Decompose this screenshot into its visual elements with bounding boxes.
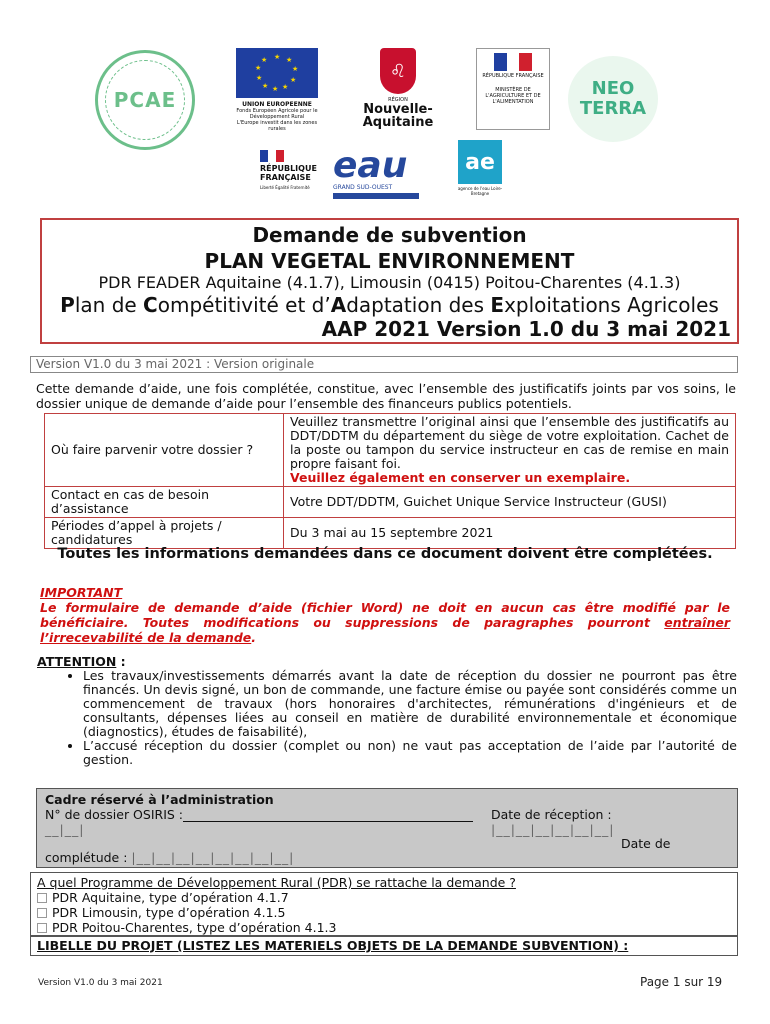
nouvelle-aquitaine-logo — [362, 48, 434, 129]
list-item: • Les travaux/investissements démarrés avant la date de réception du dossier ne pourront pas être financés. Un devis signé, un bon de commande, une facture émise ou payée sont considérés comme un commencement de travaux (hors honoraires d'architectes, rémunérations d'ingénieurs et de consultants, dépenses liées au conseil en matière de durabilité environnementale et économique (diagnostics), études de faisabilité), — [83, 669, 737, 739]
eau-logo-sub: GRAND SUD-OUEST — [333, 184, 393, 191]
title-line3: PDR FEADER Aquitaine (4.1.7), Limousin (0415) Poitou-Charentes (4.1.3) — [98, 273, 681, 292]
neo-line1: NEO — [591, 78, 635, 99]
osiris-field[interactable]: N° de dossier OSIRIS : — [45, 807, 473, 822]
contact-value: Votre DDT/DDTM, Guichet Unique Service Instructeur (GUSI) — [284, 487, 736, 518]
programme-question: A quel Programme de Développement Rural (PDR) se rattache la demande ? — [37, 875, 516, 890]
where-label: Où faire parvenir votre dossier ? — [45, 414, 284, 487]
period-label: Périodes d’appel à projets / candidatures — [45, 518, 284, 549]
attention-section: ATTENTION : • Les travaux/investissements démarrés avant la date de réception du dossier ne pourront pas être financés. Un devis signé, un bon de commande, une facture émise ou payée sont considérés comme un commencement de travaux (hors honoraires d'architectes, rémunérations d'ingénieurs et de consultants, dépenses liées au conseil en matière de durabilité environnementale et économique (diagnostics), études de faisabilité), • L’accusé réception du dossier (complet ou non) ne vaut pas acceptation de l’aide par l’autorité de gestion. — [37, 655, 737, 767]
title-line2: PLAN VEGETAL ENVIRONNEMENT — [204, 249, 575, 273]
irrecevabilite-text: entraîner l’irrecevabilité de la demande — [40, 615, 730, 645]
table-row — [45, 487, 736, 518]
period-value: Du 3 mai au 15 septembre 2021 — [284, 518, 736, 549]
neo-terra-logo — [568, 56, 658, 142]
title-line4: Plan de Compétitivité et d’Adaptation des Exploitations Agricoles — [60, 293, 719, 317]
na-name-line1: Nouvelle- — [363, 102, 433, 117]
marianne-flag-icon — [260, 150, 284, 162]
checkbox[interactable] — [37, 923, 47, 933]
list-item: • L’accusé réception du dossier (complet ou non) ne vaut pas acceptation de l’aide par l’autorité de gestion. — [83, 739, 737, 767]
where-value: Veuillez transmettre l’original ainsi que l’ensemble des justificatifs au DDT/DDTM du département du siège de votre exploitation. Cachet de la poste ou tampon du service instructeur en cas de remise en main propre faisant foi. Veuillez également en conserver un exemplaire. — [284, 414, 736, 487]
checkbox[interactable] — [37, 908, 47, 918]
admin-title: Cadre réservé à l’administration — [45, 792, 274, 807]
french-flag-icon — [494, 53, 532, 71]
programme-section — [30, 872, 738, 936]
important-notice: IMPORTANT Le formulaire de demande d’aide (fichier Word) ne doit en aucun cas être modifié par le bénéficiaire. Toutes modifications ou suppressions de paragraphes pourront entraîner l’irrecevabilité de la demande. — [40, 585, 730, 645]
reception-date-field-cont: __|__| — [45, 822, 85, 837]
lion-shield-icon: ♌ — [380, 48, 416, 94]
pdr-aquitaine-option[interactable]: PDR Aquitaine, type d’opération 4.1.7 — [37, 890, 731, 905]
ae-logo-text: agence de l'eau Loire-Bretagne — [457, 186, 503, 196]
title-line5: AAP 2021 Version 1.0 du 3 mai 2021 — [321, 317, 731, 341]
pdr-limousin-option[interactable]: PDR Limousin, type d’opération 4.1.5 — [37, 905, 731, 920]
eu-logo-motto: L'Europe investit dans les zones rurales — [236, 120, 318, 132]
eu-logo-title: UNION EUROPEENNE — [242, 101, 312, 108]
contact-label: Contact en cas de besoin d’assistance — [45, 487, 284, 518]
eu-flag-icon: ★ ★ ★ ★ ★ ★ ★ ★ ★ ★ — [236, 48, 318, 98]
pdr-poitou-option[interactable]: PDR Poitou-Charentes, type d’opération 4.1.3 — [37, 920, 731, 935]
rf-line2: FRANÇAISE — [260, 173, 311, 182]
rf-motto: Liberté Égalité Fraternité — [260, 185, 310, 190]
table-row — [45, 518, 736, 549]
project-label-heading: LIBELLE DU PROJET (LISTEZ LES MATERIELS OBJETS DE LA DEMANDE SUBVENTION) : — [30, 936, 738, 956]
rf-line1: RÉPUBLIQUE — [260, 164, 317, 173]
table-row — [45, 414, 736, 487]
intro-paragraph: Cette demande d’aide, une fois complétée, constitue, avec l’ensemble des justificatifs joints par vos soins, le dossier unique de demande d’aide pour l’ensemble des financeurs publics potentiels. — [36, 381, 736, 411]
title-line1: Demande de subvention — [252, 223, 527, 247]
attention-heading: ATTENTION — [37, 654, 117, 669]
min-logo-line1: RÉPUBLIQUE FRANÇAISE — [482, 73, 544, 79]
completude-label: Date de — [621, 836, 671, 851]
info-table — [44, 413, 736, 549]
ministere-agriculture-logo — [476, 48, 550, 130]
completude-date-field[interactable]: complétude : |__|__|__|__|__|__|__|__| — [45, 850, 295, 865]
eu-logo-fund: Fonds Européen Agricole pour le Développement Rural — [236, 108, 318, 120]
admin-reserved-box — [36, 788, 738, 868]
version-note: Version V1.0 du 3 mai 2021 : Version originale — [30, 356, 738, 373]
min-logo-line2: MINISTÈRE DE L'AGRICULTURE ET DE L'ALIMENTATION — [485, 87, 541, 105]
pcae-logo — [95, 50, 195, 150]
na-name-line2: Aquitaine — [362, 115, 434, 130]
footer-version: Version V1.0 du 3 mai 2021 — [38, 978, 163, 988]
neo-line2: TERRA — [579, 98, 647, 119]
agence-eau-loire-bretagne-logo — [452, 140, 508, 196]
eu-logo — [236, 48, 318, 132]
pcae-logo-text: PCAE — [113, 88, 177, 112]
title-box — [40, 218, 739, 344]
keep-copy-warning: Veuillez également en conserver un exemplaire. — [290, 470, 631, 485]
important-heading: IMPORTANT — [40, 585, 123, 600]
republique-francaise-logo — [260, 150, 326, 190]
ae-logo-letters: ae — [458, 140, 502, 184]
na-region-label: RÉGION — [388, 97, 408, 103]
checkbox[interactable] — [37, 893, 47, 903]
all-info-required-note: Toutes les informations demandées dans ce document doivent être complétées. — [57, 546, 713, 562]
page-number: Page 1 sur 19 — [640, 975, 723, 989]
eau-logo-text: eau — [333, 145, 408, 186]
agence-eau-adour-garonne-logo — [333, 145, 419, 199]
reception-date-field[interactable]: Date de réception : |__|__|__|__|__|__| — [491, 807, 615, 837]
